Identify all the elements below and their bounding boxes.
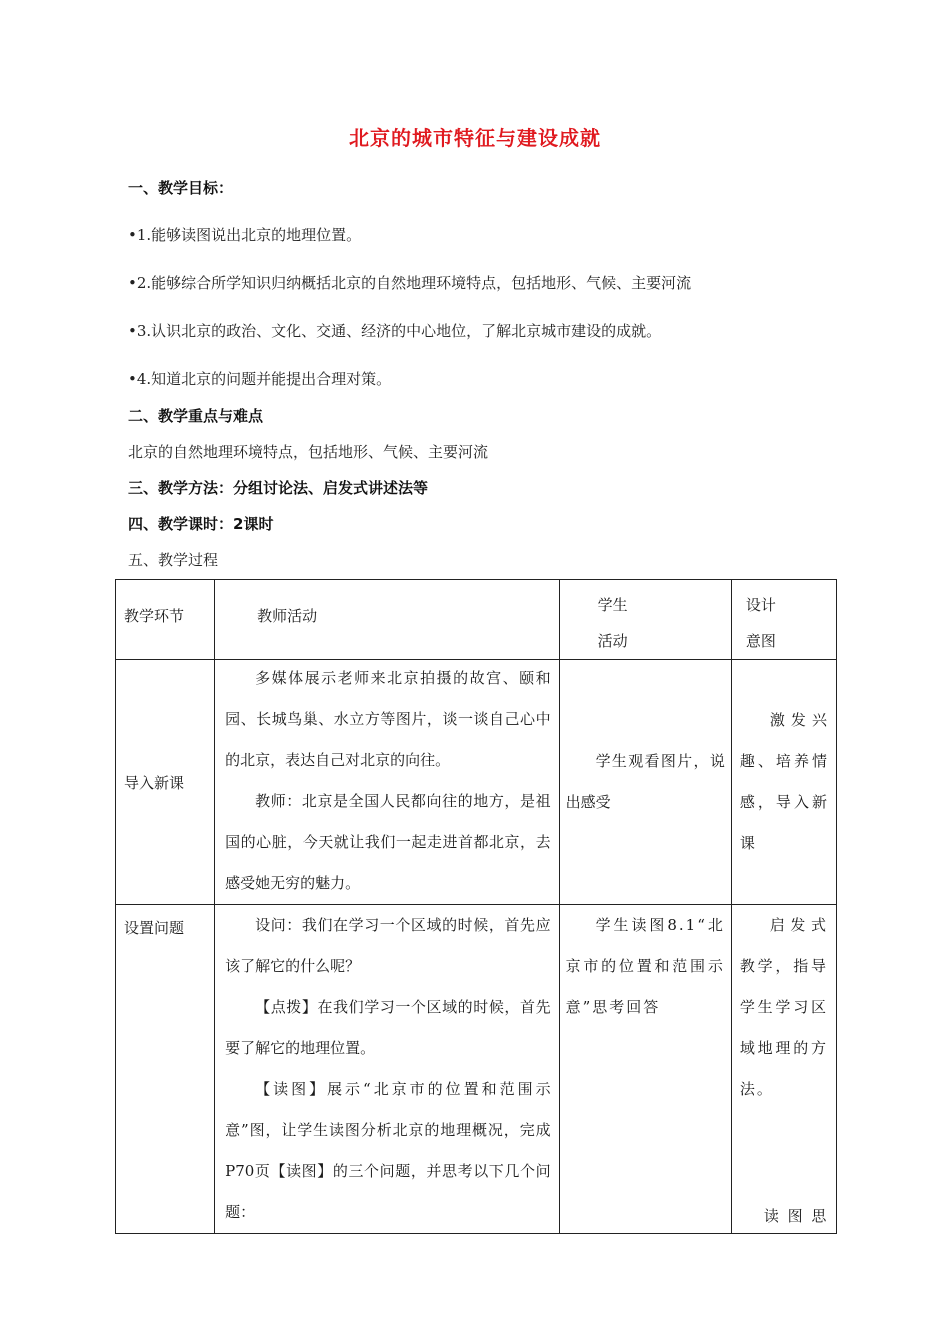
header-intent-line2: 意图 — [745, 632, 776, 650]
row2-teacher-p3: 【读图】展示“北京市的位置和范围示意”图，让学生读图分析北京的地理概况，完成P70页【读图】的三个问题，并思考以下几个问题： — [225, 1080, 551, 1221]
row1-stage: 导入新课 — [124, 773, 185, 792]
table-row — [116, 660, 837, 905]
row1-student: 学生观看图片，说出感受 — [565, 752, 725, 811]
header-student — [559, 580, 731, 660]
table-header-row — [116, 580, 837, 660]
objective-item-1: •1.能够读图说出北京的地理位置。 — [128, 226, 362, 244]
teaching-process-table — [115, 579, 837, 1234]
row1-intent-cell — [731, 660, 836, 905]
header-student-line1: 学生 — [597, 596, 628, 614]
row2-stage: 设置问题 — [124, 919, 185, 937]
row1-teacher-p2: 教师：北京是全国人民都向往的地方，是祖国的心脏，今天就让我们一起走进首都北京，去感受她无穷的魅力。 — [225, 792, 551, 892]
row2-student-cell — [559, 905, 731, 1234]
section-heading-process: 五、教学过程 — [128, 551, 219, 569]
row1-teacher-p1: 多媒体展示老师来北京拍摄的故宫、颐和园、长城鸟巢、水立方等图片，谈一谈自己心中的北京，表达自己对北京的向往。 — [225, 669, 551, 769]
header-stage — [116, 580, 215, 660]
row1-teacher-cell — [215, 660, 559, 905]
section-heading-objectives: 一、教学目标： — [128, 179, 234, 197]
objective-item-4: •4.知道北京的问题并能提出合理对策。 — [128, 370, 392, 388]
row1-stage-cell — [116, 660, 215, 905]
header-teacher — [215, 580, 559, 660]
row2-teacher-p1: 设问：我们在学习一个区域的时候，首先应该了解它的什么呢？ — [225, 916, 551, 975]
header-teacher-label: 教师活动 — [257, 607, 318, 625]
page-title: 北京的城市特征与建设成就 — [349, 126, 601, 150]
objective-item-2: •2.能够综合所学知识归纳概括北京的自然地理环境特点，包括地形、气候、主要河流 — [128, 274, 692, 292]
header-student-line2: 活动 — [597, 632, 628, 650]
header-stage-label: 教学环节 — [124, 607, 185, 625]
row2-teacher-p2: 【点拨】在我们学习一个区域的时候，首先要了解它的地理位置。 — [225, 998, 551, 1057]
row2-intent-continued: 读 图 思 — [763, 1207, 829, 1225]
row2-stage-cell — [116, 905, 215, 1234]
table-row — [116, 905, 837, 1234]
header-intent — [731, 580, 836, 660]
row2-intent: 启发式教学，指导学生学习区域地理的方法。 — [739, 916, 828, 1098]
section-heading-key-points: 二、教学重点与难点 — [128, 407, 264, 425]
header-intent-line1: 设计 — [745, 596, 776, 614]
row2-teacher-cell — [215, 905, 559, 1234]
row1-student-cell — [559, 660, 731, 905]
row2-student: 学生读图8.1“北京市的位置和范围示意”思考回答 — [565, 916, 725, 1016]
section-heading-periods: 四、教学课时：2课时 — [128, 515, 274, 533]
objective-item-3: •3.认识北京的政治、文化、交通、经济的中心地位，了解北京城市建设的成就。 — [128, 322, 662, 340]
row1-intent: 激发兴趣、培养情感，导入新课 — [739, 711, 828, 852]
key-points-text: 北京的自然地理环境特点，包括地形、气候、主要河流 — [128, 443, 489, 461]
section-heading-methods: 三、教学方法：分组讨论法、启发式讲述法等 — [128, 479, 429, 497]
row2-intent-cell — [731, 905, 836, 1234]
